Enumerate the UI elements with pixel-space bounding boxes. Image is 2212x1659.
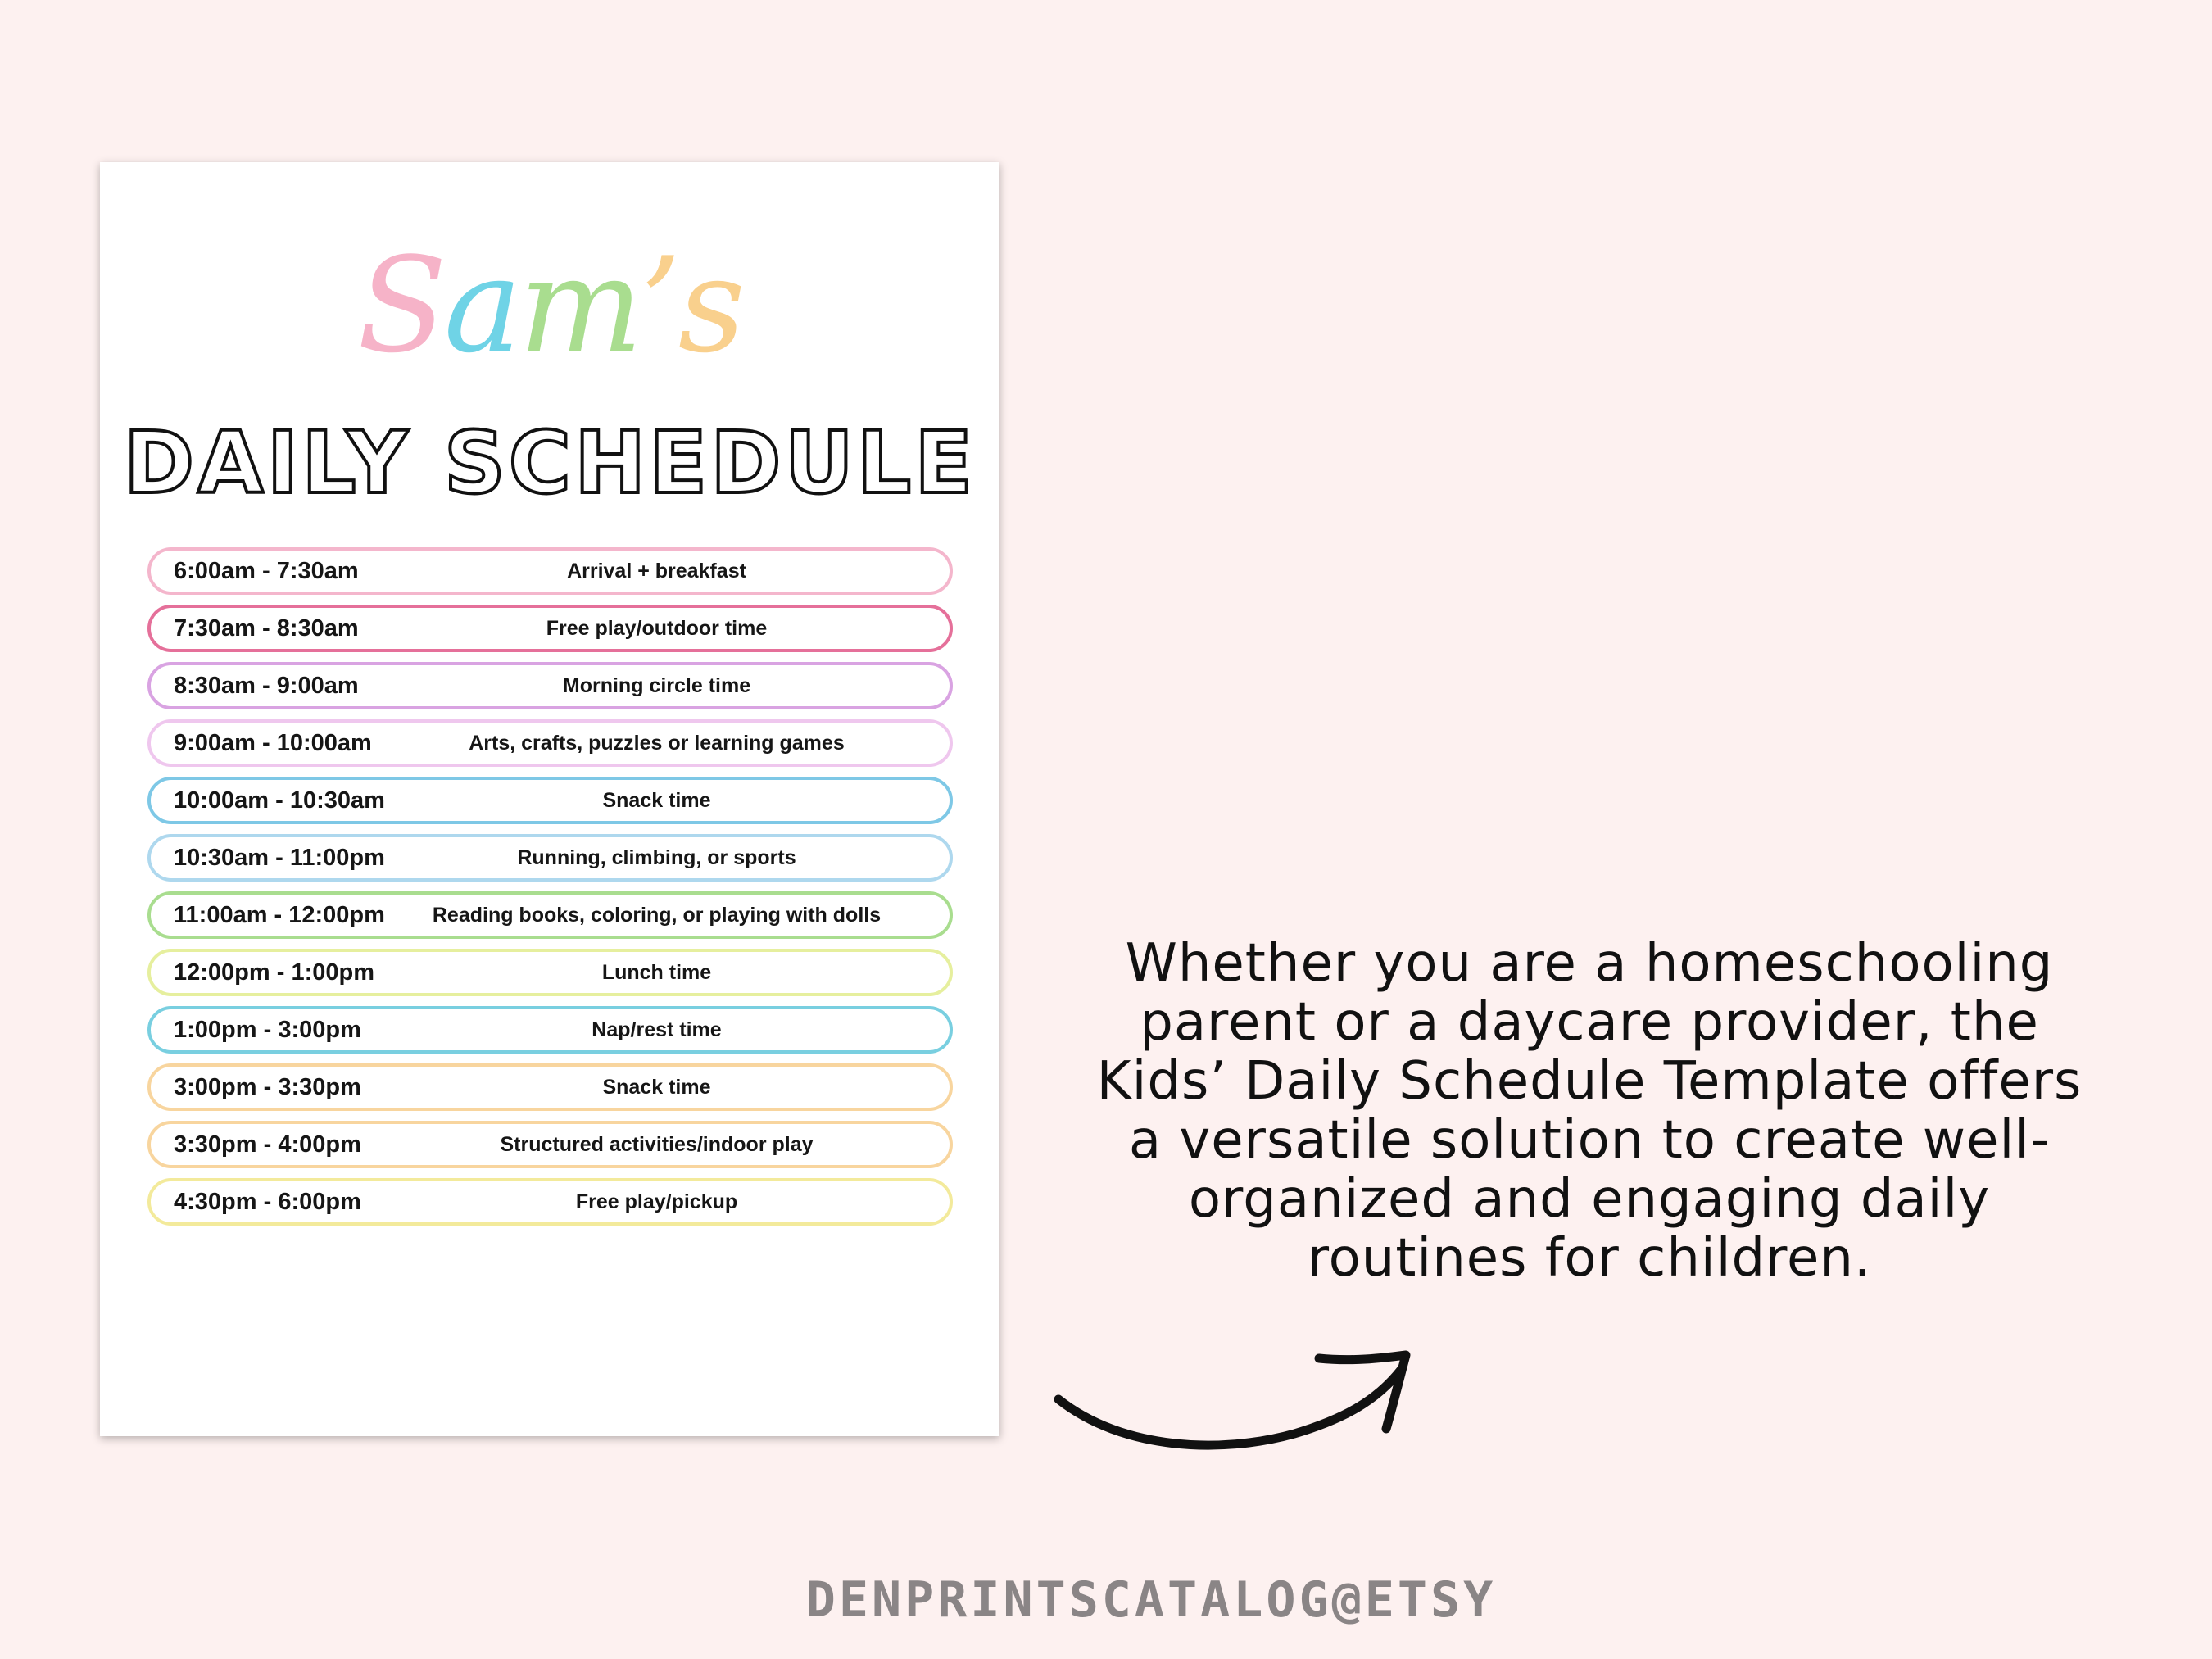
schedule-row: [147, 949, 953, 996]
schedule-activity: Free play/pickup: [575, 1190, 738, 1213]
schedule-row: [147, 1178, 953, 1226]
schedule-list: [147, 547, 953, 1235]
name-title-letter: m: [519, 229, 640, 382]
description-text: [1057, 934, 2122, 1288]
schedule-activity: Nap/rest time: [592, 1018, 722, 1041]
schedule-activity: Free play/outdoor time: [546, 616, 768, 640]
name-title-letter: a: [443, 229, 519, 382]
schedule-row: [147, 662, 953, 709]
schedule-time: 12:00pm - 1:00pm: [174, 959, 374, 986]
schedule-time: 10:30am - 11:00pm: [174, 844, 385, 871]
description-line: parent or a daycare provider, the: [1140, 992, 2039, 1053]
schedule-row: [147, 834, 953, 882]
name-title-letter: s: [678, 229, 742, 382]
schedule-row: [147, 547, 953, 595]
schedule-sheet: [100, 162, 999, 1436]
schedule-time: 10:00am - 10:30am: [174, 786, 385, 814]
schedule-time: 11:00am - 12:00pm: [174, 901, 385, 928]
schedule-time: 3:00pm - 3:30pm: [174, 1073, 361, 1100]
schedule-row: [147, 605, 953, 652]
schedule-row: [147, 1121, 953, 1168]
description-line: routines for children.: [1307, 1228, 1872, 1289]
name-title-letter: ’: [639, 229, 678, 382]
shop-watermark: DENPRINTSCATALOG@ETSY: [805, 1571, 1497, 1629]
daily-schedule-heading: DAILY SCHEDULE: [123, 413, 977, 513]
schedule-time: 3:30pm - 4:00pm: [174, 1131, 361, 1158]
schedule-row: [147, 891, 953, 939]
schedule-activity: Reading books, coloring, or playing with dolls: [432, 903, 882, 927]
description-line: Kids’ Daily Schedule Template offers: [1096, 1051, 2083, 1112]
schedule-time: 9:00am - 10:00am: [174, 729, 372, 756]
schedule-row: [147, 1063, 953, 1111]
schedule-activity: Arts, crafts, puzzles or learning games: [469, 731, 845, 755]
schedule-activity: Arrival + breakfast: [567, 559, 746, 582]
schedule-time: 7:30am - 8:30am: [174, 614, 359, 641]
name-title-letter: S: [357, 229, 444, 382]
description-line: organized and engaging daily: [1188, 1169, 1991, 1230]
schedule-activity: Snack time: [602, 788, 711, 812]
schedule-activity: Running, climbing, or sports: [517, 845, 796, 869]
schedule-activity: Morning circle time: [562, 673, 751, 697]
name-title: [100, 229, 999, 382]
curved-arrow-right-icon: [1049, 1344, 1426, 1475]
schedule-row: [147, 719, 953, 767]
description-line: Whether you are a homeschooling: [1125, 933, 2054, 994]
description-line: a versatile solution to create well-: [1128, 1110, 2051, 1171]
schedule-time: 4:30pm - 6:00pm: [174, 1188, 361, 1215]
schedule-activity: Structured activities/indoor play: [500, 1132, 814, 1156]
schedule-time: 6:00am - 7:30am: [174, 557, 359, 584]
schedule-row: [147, 1006, 953, 1054]
schedule-time: 1:00pm - 3:00pm: [174, 1016, 361, 1043]
schedule-row: [147, 777, 953, 824]
schedule-activity: Lunch time: [601, 960, 712, 984]
schedule-activity: Snack time: [602, 1075, 711, 1099]
schedule-time: 8:30am - 9:00am: [174, 672, 359, 699]
